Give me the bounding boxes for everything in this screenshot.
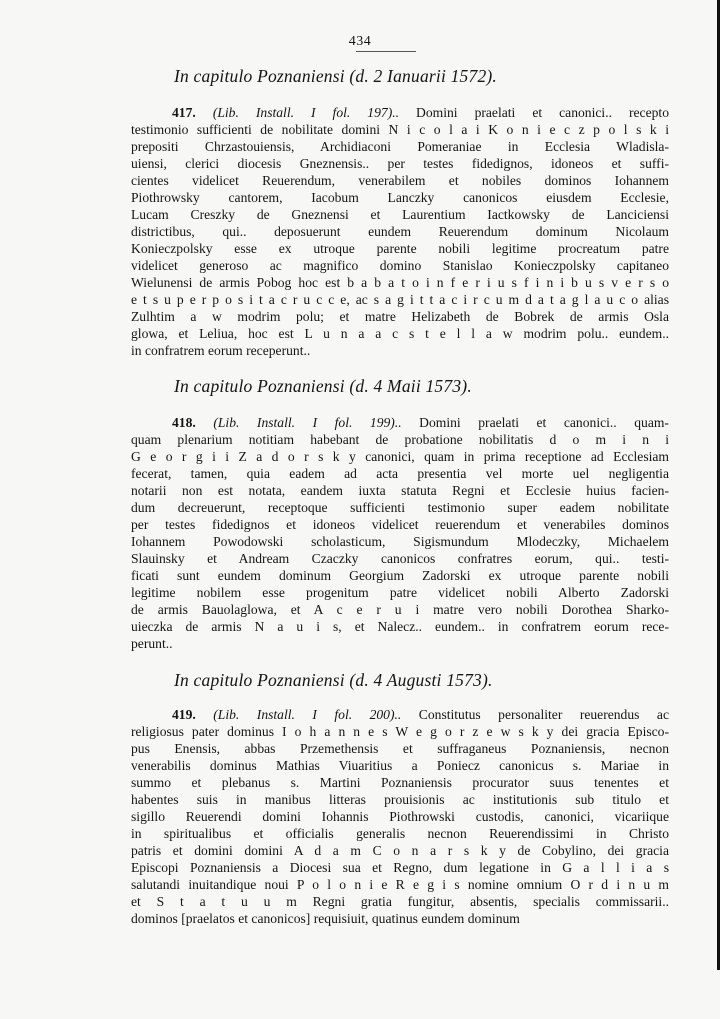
entry-number: 417. [172,105,196,120]
text-line: districtibus, qui.. deposuerunt eundem Reuerendum dominum Nicolaum [131,224,669,239]
text-line: videlicet generoso ac magnifico domino Stanislao Konieczpolsky capitaneo [131,258,669,273]
text-line: Episcopi Poznaniensis a Diocesi sua et Regno, dum legatione in G a l l i a s [131,860,669,875]
entry-source: (Lib. Install. I fol. 199).. [213,415,402,430]
text-line: Iohannem Powodowski scholasticum, Sigismundum Mlodeczky, Michaelem [131,534,669,549]
text-line: per testes fidedignos et idoneos videlicet reuerendum et venerabiles dominos [131,517,669,532]
text-line: notarii non est notata, eandem iuxta statuta Regni et Ecclesie huius facien- [131,483,669,498]
entry-source: (Lib. Install. I fol. 200).. [213,707,402,722]
text-line: venerabilis dominus Mathias Viuaritius a Poniecz canonicus s. Mariae in [131,758,669,773]
text-line: fecerat, tamen, quia eadem ad acta presentia vel morte uel negligentia [131,466,669,481]
text-line: glowa, et Leliua, hoc est L u n a a c s t e l l a w modrim polu.. eundem.. [131,326,669,341]
entry-text: Constitutus personaliter reuerendus ac [418,707,669,722]
entry-text: Domini praelati et canonici.. recepto [416,105,669,120]
entry-417 [131,104,669,359]
entry-text: Domini praelati et canonici.. quam- [419,415,669,430]
entry-418 [131,414,669,652]
text-line: summo et plebanus s. Martini Poznaniensis procurator suus tenentes et [131,775,669,790]
text-line: testimonio sufficienti de nobilitate domini N i c o l a i K o n i e c z p o l s k i [131,122,669,137]
text-line: et S t a t u u m Regni gratia fungitur, absentis, specialis commissarii.. [131,894,669,909]
text-line [131,414,669,431]
text-line: patris et domini domini A d a m C o n a r s k y de Cobylino, dei gracia [131,843,669,858]
text-line: Slauinsky et Andream Czaczky canonicos confratres eorum, qui.. testi- [131,551,669,566]
text-line: uieczka de armis N a u i s, et Nalecz.. eundem.. in confratrem eorum rece- [131,619,669,634]
text-line: Piothrowsky cantorem, Iacobum Lanczky canonicos eiusdem Ecclesie, [131,190,669,205]
text-line: pus Enensis, abbas Przemethensis et suffraganeus Poznaniensis, necnon [131,741,669,756]
entry-number: 419. [172,707,196,722]
text-line: sigillo Reuerendi domini Iohannis Piothrowski custodis, canonici, vicariique [131,809,669,824]
text-line: Konieczpolsky esse ex utroque parente nobili legitime procreatum patre [131,241,669,256]
text-line: Zulhtim a w modrim polu; et matre Helizabeth de Bobrek de armis Osla [131,309,669,324]
entry-419 [131,706,669,927]
text-line: perunt.. [131,636,173,651]
section-heading: In capitulo Poznaniensi (d. 4 Augusti 1573). [174,670,493,690]
text-line: in spiritualibus et officialis generalis necnon Reuerendissimi in Christo [131,826,669,841]
page-number-rule [356,51,416,52]
text-line: legitime nobilem esse progenitum patre videlicet nobili Alberto Zadorski [131,585,669,600]
text-line: dominos [praelatos et canonicos] requisiuit, quatinus eundem dominum [131,911,520,926]
text-line: prepositi Chrzastouiensis, Archidiaconi Pomeraniae in Ecclesia Wladisla- [131,139,669,154]
text-line: G e o r g i i Z a d o r s k y canonici, quam in prima receptione ad Ecclesiam [131,449,669,464]
page-number: 434 [348,34,372,49]
text-line [131,104,669,121]
section-heading: In capitulo Poznaniensi (d. 4 Maii 1573). [174,376,472,396]
text-line: quam plenarium notitiam habebant de probatione nobilitatis d o m i n i [131,432,669,447]
text-line: in confratrem eorum receperunt.. [131,343,311,358]
text-line: Wielunensi de armis Pobog hoc est b a b a t o i n f e r i u s f i n i b u s v e r s o [131,275,669,290]
text-line: religiosus pater dominus I o h a n n e s W e g o r z e w s k y dei gracia Episco- [131,724,669,739]
text-line: salutandi inuitandique noui P o l o n i e R e g i s nomine omnium O r d i n u m [131,877,669,892]
text-line: habentes suis in manibus litteras prouisionis ac institutionis sub titulo et [131,792,669,807]
text-line: uiensi, clerici diocesis Gneznensis.. per testes fidedignos, idoneos et suffi- [131,156,669,171]
text-line: dum decreuerunt, receptoque sufficienti testimonio super eadem nobilitate [131,500,669,515]
text-line: de armis Bauolaglowa, et A c e r u i matre vero nobili Dorothea Sharko- [131,602,669,617]
text-line: Lucam Creszky de Gneznensi et Laurentium Iactkowsky de Lanciciensi [131,207,669,222]
section-heading: In capitulo Poznaniensi (d. 2 Ianuarii 1572). [174,66,498,86]
text-line [131,706,669,723]
entry-source: (Lib. Install. I fol. 197).. [212,105,400,120]
entry-number: 418. [172,415,196,430]
text-line: cientes videlicet Reuerendum, venerabilem et nobiles dominos Iohannem [131,173,669,188]
text-line: ficati sunt eundem dominum Georgium Zadorski ex utroque parente nobili [131,568,669,583]
text-line: e t s u p e r p o s i t a c r u c c e, ac s a g i t t a c i r c u m d a t a g l a u c o alias [131,292,669,307]
